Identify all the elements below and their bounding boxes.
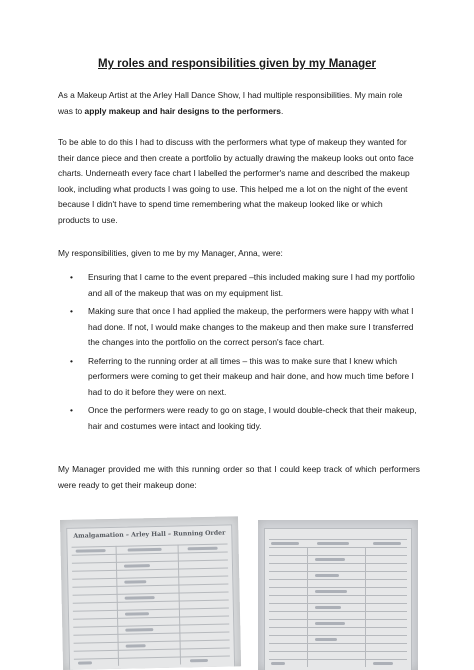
handwriting-mark [188,547,218,551]
intro-end: . [280,105,284,116]
handwriting-mark [125,596,155,600]
handwriting-mark [124,564,150,568]
sheet-row-line [72,559,228,563]
handwriting-mark [124,580,146,583]
sheet-row-line [73,631,229,635]
sheet-row-line [72,583,228,587]
intro-highlight: apply makeup and hair designs to the performers [84,105,281,116]
handwriting-mark [128,548,162,552]
list-item: • Referring to the running order at all times – this was to make sure that I knew which performers were coming to get their makeup and hair done, and how much time before I had to do it before they were on next. [58,354,420,401]
handwriting-mark [126,644,146,647]
sheet-row-line [269,595,407,596]
handwriting-mark [317,542,349,545]
sheet-row-line [73,599,229,603]
handwriting-mark [271,662,285,665]
handwriting-mark [315,622,345,625]
responsibilities-intro: My responsibilities, given to me by my Manager, Anna, were: [58,248,283,258]
list-item: • Making sure that once I had applied the makeup, the performers were happy with what I had done. If not, I would make changes to the makeup and then make sure I transferred the changes into the portfolio on the correct person's face chart. [58,304,420,351]
sheet-row-line [269,547,407,548]
list-item: • Ensuring that I came to the event prepared –this included making sure I had my portfolio and all of the makeup that was on my equipment list. [58,270,420,301]
sheet-row-line [269,619,407,620]
sheet-row-line [73,607,229,611]
sheet-row-line [269,555,407,556]
sheet-row-line [269,651,407,652]
running-order-photo-left [60,516,241,670]
sheet-row-line [269,611,407,612]
sheet-row-line [269,579,407,580]
handwriting-mark [76,549,106,553]
sheet-row-line [269,539,407,540]
handwriting-mark [315,590,347,593]
sheet-title: Amalgamation – Arley Hall – Running Order [73,529,226,540]
sheet-row-line [269,587,407,588]
handwriting-mark [125,612,149,616]
sheet-row-line [269,571,407,572]
handwriting-mark [125,628,153,632]
sheet-row-line [73,615,229,619]
list-item: • Once the performers were ready to go on stage, I would double-check that their makeup, hair and costumes were intact and looking tidy. [58,403,420,434]
sheet-row-line [269,627,407,628]
document-title: My roles and responsibilities given by my Manager [98,58,376,70]
responsibilities-list [58,270,420,437]
running-order-sheet [66,524,235,670]
handwriting-mark [373,662,393,665]
portfolio-paragraph: To be able to do this I had to discuss with the performers what type of makeup they wanted for their dance piece and then create a portfolio by actually drawing the makeup looks out onto face charts. Underneath every face chart I labelled the performer's name and described the makeup look, including what products I was going to use. This helped me a lot on the night of the event because I didn't have to spend time remembering what the makeup looked like or which products to use. [58,137,414,225]
handwriting-mark [315,638,337,641]
sheet-row-line [72,575,228,579]
handwriting-mark [190,659,208,662]
sheet-row-line [74,647,230,651]
handwriting-mark [271,542,299,545]
sheet-column-line [116,546,120,666]
handwriting-mark [315,574,339,577]
handwriting-mark [78,661,92,664]
running-order-paragraph: My Manager provided me with this running order so that I could keep track of which performers were ready to get their makeup done: [58,464,420,490]
sheet-row-line [269,603,407,604]
intro-text: As a Makeup Artist at the Arley Hall Dance Show, I had multiple responsibilities. My main role was to [58,90,403,116]
sheet-row-line [74,639,230,643]
sheet-row-line [269,643,407,644]
sheet-row-line [269,635,407,636]
sheet-row-line [269,659,407,660]
handwriting-mark [315,558,345,561]
sheet-row-line [72,567,228,571]
sheet-column-line [178,545,182,665]
sheet-column-line [307,547,308,667]
running-order-photo-right [258,520,418,670]
sheet-column-line [365,547,366,667]
handwriting-mark [315,606,341,609]
running-order-sheet [264,528,412,670]
intro-paragraph [58,88,416,119]
handwriting-mark [373,542,401,545]
sheet-row-line [269,563,407,564]
